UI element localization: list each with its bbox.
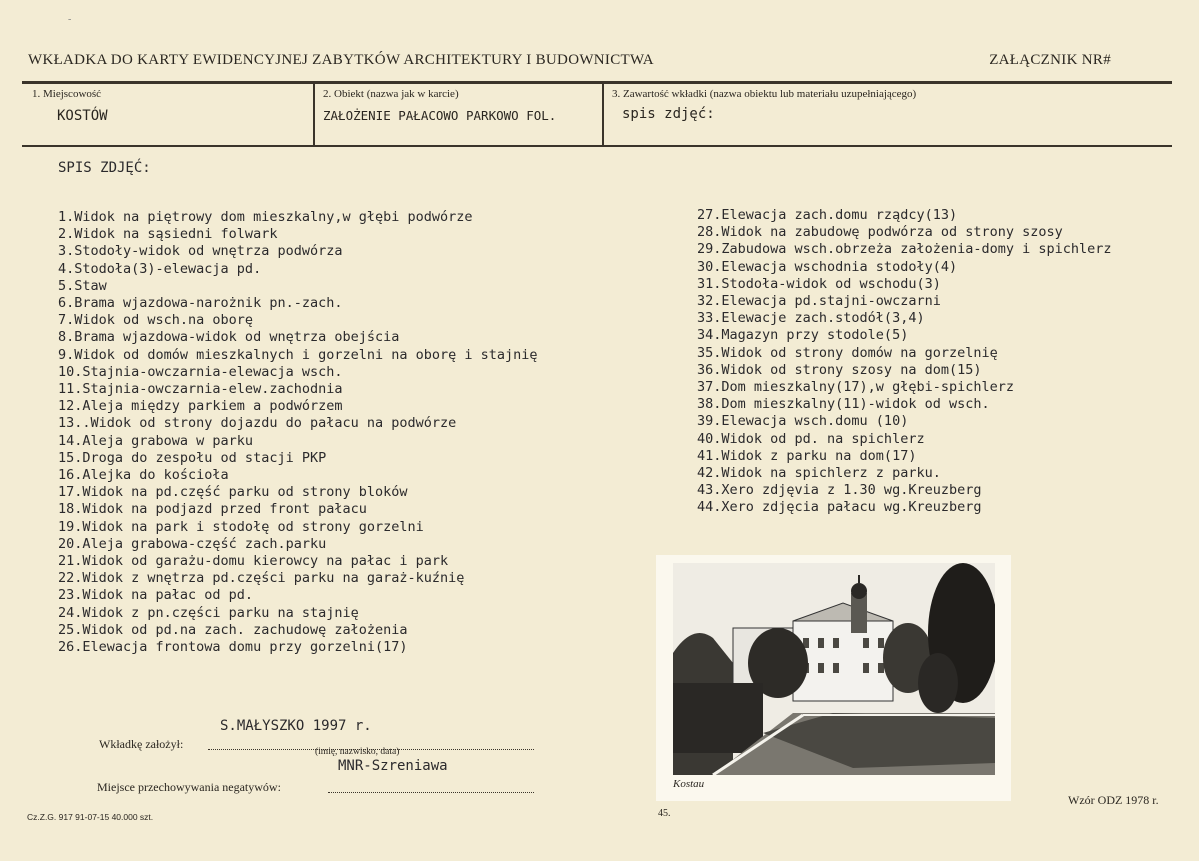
- stray-mark: -: [68, 14, 72, 25]
- photo-list-item: 38.Dom mieszkalny(11)-widok od wsch.: [697, 396, 990, 413]
- content-label: 3. Zawartość wkładki (nazwa obiektu lub materiału uzupełniającego): [612, 88, 917, 100]
- photo-list-item: 17.Widok na pd.część parku od strony bloków: [58, 484, 408, 501]
- photo-list-item: 34.Magazyn przy stodole(5): [697, 327, 909, 344]
- storage-label: Miejsce przechowywania negatywów:: [97, 780, 281, 794]
- photo-list-item: 39.Elewacja wsch.domu (10): [697, 413, 909, 430]
- photo-list-item: 37.Dom mieszkalny(17),w głębi-spichlerz: [697, 379, 1014, 396]
- photo-list-item: 13..Widok od strony dojazdu do pałacu na podwórze: [58, 415, 457, 432]
- author-note: (imię, nazwisko, data): [315, 747, 400, 757]
- locality-value: KOSTÓW: [57, 108, 108, 124]
- storage-value: MNR-Szreniawa: [338, 758, 448, 774]
- author-label: Wkładkę założył:: [99, 737, 184, 751]
- photo-list-item: 23.Widok na pałac od pd.: [58, 587, 254, 604]
- photo-list-item: 16.Alejka do kościoła: [58, 467, 229, 484]
- photo-caption: Kostau: [673, 778, 705, 790]
- photo-list-item: 24.Widok z pn.części parku na stajnię: [58, 604, 359, 621]
- photo-list-item: 6.Brama wjazdowa-narożnik pn.-zach.: [58, 295, 343, 312]
- photo-list-item: 29.Zabudowa wsch.obrzeża założenia-domy i spichlerz: [697, 241, 1112, 258]
- historic-photo: [656, 555, 1011, 801]
- author-name: S.MAŁYSZKO 1997 r.: [220, 718, 372, 734]
- photo-list-item: 35.Widok od strony domów na gorzelnię: [697, 344, 998, 361]
- photo-list-right: [697, 207, 1112, 517]
- photo-list-item: 20.Aleja grabowa-część zach.parku: [58, 535, 327, 552]
- photo-list-item: 28.Widok na zabudowę podwórza od strony szosy: [697, 224, 1063, 241]
- photo-list-item: 21.Widok od garażu-domu kierowcy na pałac i park: [58, 553, 449, 570]
- photo-list-item: 41.Widok z parku na dom(17): [697, 447, 917, 464]
- photo-list-item: 14.Aleja grabowa w parku: [58, 432, 254, 449]
- photo-list-item: 1.Widok na piętrowy dom mieszkalny,w głębi podwórze: [58, 209, 473, 225]
- photo-list-item: 12.Aleja między parkiem a podwórzem: [58, 398, 343, 415]
- form-title: WKŁADKA DO KARTY EWIDENCYJNEJ ZABYTKÓW ARCHITEKTURY I BUDOWNICTWA: [28, 52, 654, 68]
- photo-list-item: 19.Widok na park i stodołę od strony gorzelni: [58, 518, 424, 535]
- photo-list-item: 31.Stodoła-widok od wschodu(3): [697, 275, 941, 292]
- photo-list-item: 33.Elewacje zach.stodół(3,4): [697, 310, 925, 327]
- photo-list-item: 40.Widok od pd. na spichlerz: [697, 430, 925, 447]
- photo-list-item: 9.Widok od domów mieszkalnych i gorzelni na oborę i stajnię: [58, 346, 538, 363]
- header-rule-bottom: [22, 145, 1172, 147]
- photo-list-item: 2.Widok na sąsiedni folwark: [58, 226, 278, 243]
- photo-list-item: 18.Widok na podjazd przed front pałacu: [58, 501, 367, 518]
- object-label: 2. Obiekt (nazwa jak w karcie): [323, 88, 459, 100]
- palace-photo-image: [673, 563, 995, 775]
- photo-list-item: 3.Stodoły-widok od wnętrza podwórza: [58, 243, 343, 260]
- photo-list-item: 10.Stajnia-owczarnia-elewacja wsch.: [58, 363, 343, 380]
- photo-list-item: 5.Staw: [58, 277, 107, 294]
- header-rule-top: [22, 81, 1172, 84]
- photo-list-item: 43.Xero zdjęvia z 1.30 wg.Kreuzberg: [697, 482, 982, 499]
- photo-list-item: 26.Elewacja frontowa domu przy gorzelni(17): [58, 639, 408, 656]
- form-pattern: Wzór ODZ 1978 r.: [1068, 793, 1159, 807]
- photo-list-item: 25.Widok od pd.na zach. zachudowę założenia: [58, 621, 408, 638]
- photo-list-left: [58, 209, 538, 656]
- page-number: 45.: [658, 808, 671, 819]
- photo-list-item: 8.Brama wjazdowa-widok od wnętrza obejścia: [58, 329, 400, 346]
- photo-list-item: 36.Widok od strony szosy na dom(15): [697, 361, 982, 378]
- field-divider-1: [313, 84, 315, 145]
- photo-list-item: 30.Elewacja wschodnia stodoły(4): [697, 258, 958, 275]
- content-value: spis zdjęć:: [622, 106, 715, 122]
- photo-list-item: 11.Stajnia-owczarnia-elew.zachodnia: [58, 381, 343, 398]
- photo-list-item: 42.Widok na spichlerz z parku.: [697, 465, 941, 482]
- photo-list-item: 22.Widok z wnętrza pd.części parku na garaż-kuźnię: [58, 570, 465, 587]
- printer-info: Cz.Z.G. 917 91-07-15 40.000 szt.: [27, 812, 154, 822]
- photo-list-item: 4.Stodoła(3)-elewacja pd.: [58, 260, 262, 277]
- photo-list-heading: SPIS ZDJĘĆ:: [58, 160, 151, 176]
- photo-list-item: 32.Elewacja pd.stajni-owczarni: [697, 293, 941, 310]
- locality-label: 1. Miejscowość: [32, 88, 102, 100]
- field-divider-2: [602, 84, 604, 145]
- photo-list-item: 15.Droga do zespołu od stacji PKP: [58, 449, 327, 466]
- storage-dotted-line: [328, 792, 534, 793]
- object-value: ZAŁOŻENIE PAŁACOWO PARKOWO FOL.: [323, 108, 557, 123]
- photo-list-item: 44.Xero zdjęcia pałacu wg.Kreuzberg: [697, 499, 982, 516]
- photo-list-item: 27.Elewacja zach.domu rządcy(13): [697, 207, 958, 223]
- photo-list-item: 7.Widok od wsch.na oborę: [58, 312, 254, 329]
- annex-number: ZAŁĄCZNIK NR#: [989, 52, 1111, 68]
